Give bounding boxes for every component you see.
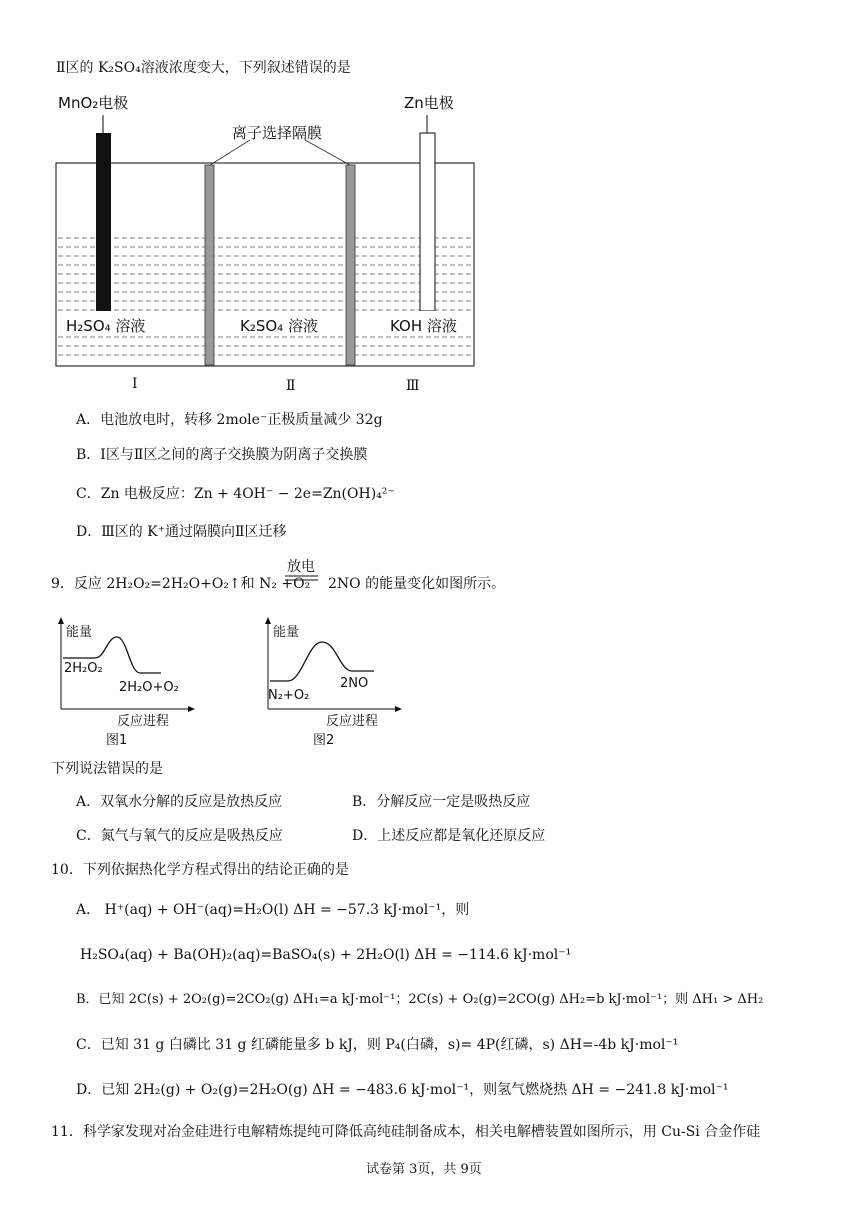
q9-arrow-label: 放电 [287, 559, 315, 575]
q8-intro: Ⅱ区的 K₂SO₄溶液浓度变大，下列叙述错误的是 [56, 60, 351, 76]
q10-option-c: C．已知 31 g 白磷比 31 g 红磷能量多 b kJ，则 P₄(白磷，s)= 4P(红磷，s) ΔH=-4b kJ·mol⁻¹ [76, 1037, 679, 1053]
mno2-electrode [96, 133, 111, 311]
q9-option-d: D．上述反应都是氧化还原反应 [352, 828, 546, 844]
q8-option-d: D．Ⅲ区的 K⁺通过隔膜向Ⅱ区迁移 [76, 524, 287, 540]
q9-stem-b: 2NO 的能量变化如图所示。 [328, 576, 506, 592]
fig2-ylabel: 能量 [273, 625, 300, 640]
q9-option-a: A．双氧水分解的反应是放热反应 [76, 794, 283, 810]
q9-option-b: B．分解反应一定是吸热反应 [352, 794, 531, 810]
fig1-caption: 图1 [106, 733, 128, 748]
q10-option-b: B．已知 2C(s) + 2O₂(g)=2CO₂(g) ΔH₁=a kJ·mol⁻¹；2C(s) + O₂(g)=2CO(g) ΔH₂=b kJ·mol⁻¹；则 ΔH₁ > ΔH₂ [76, 992, 764, 1007]
fig1-xlabel: 反应进程 [117, 714, 170, 729]
q10-stem: 10．下列依据热化学方程式得出的结论正确的是 [51, 862, 349, 878]
fig1-product: 2H₂O+O₂ [119, 680, 179, 695]
q9-equals-arrow [284, 574, 320, 584]
mno2-electrode-label: MnO₂电极 [58, 94, 129, 112]
solution-label-2: K₂SO₄ 溶液 [240, 317, 318, 335]
q11-stem: 11．科学家发现对冶金硅进行电解精炼提纯可降低高纯硅制备成本，相关电解槽装置如图所示，用 Cu-Si 合金作硅 [51, 1124, 761, 1140]
zn-electrode-label: Zn电极 [404, 94, 454, 112]
fig2-xlabel: 反应进程 [326, 714, 379, 729]
fig2-reactant: N₂+O₂ [268, 688, 310, 703]
q9-stem-a: 9．反应 2H₂O₂=2H₂O+O₂↑和 N₂ +O₂ [51, 576, 311, 592]
page-footer: 试卷第 3页，共 9页 [366, 1162, 482, 1177]
fig1-x-arrow [188, 706, 195, 712]
q8-option-a: A．电池放电时，转移 2mole⁻正极质量减少 32g [76, 412, 383, 428]
solution-label-3: KOH 溶液 [390, 317, 457, 335]
membrane-label: 离子选择隔膜 [232, 124, 323, 142]
fig1-reactant: 2H₂O₂ [64, 661, 103, 676]
zn-electrode [420, 133, 435, 311]
fig2-x-arrow [395, 706, 402, 712]
region-label-1: Ⅰ [132, 376, 138, 392]
fig2-product: 2NO [340, 676, 369, 691]
q9-prompt: 下列说法错误的是 [51, 761, 163, 777]
q10-option-d: D．已知 2H₂(g) + O₂(g)=2H₂O(g) ΔH = −483.6 kJ·mol⁻¹，则氢气燃烧热 ΔH = −241.8 kJ·mol⁻¹ [76, 1082, 729, 1098]
q8-option-c: C．Zn 电极反应：Zn + 4OH⁻ − 2e=Zn(OH)₄²⁻ [76, 486, 395, 502]
fig2-caption: 图2 [313, 733, 335, 748]
q10-option-a-line1: A． H⁺(aq) + OH⁻(aq)=H₂O(l) ΔH = −57.3 kJ·mol⁻¹，则 [76, 902, 470, 918]
fig1-ylabel: 能量 [66, 625, 93, 640]
fig2-y-arrow [265, 617, 271, 624]
membrane-right [346, 165, 355, 365]
fig1-y-arrow [58, 617, 64, 624]
region-label-3: Ⅲ [406, 378, 420, 394]
q8-option-b: B．Ⅰ区与Ⅱ区之间的离子交换膜为阴离子交换膜 [76, 447, 368, 463]
q10-option-a-line2: H₂SO₄(aq) + Ba(OH)₂(aq)=BaSO₄(s) + 2H₂O(l) ΔH = −114.6 kJ·mol⁻¹ [80, 947, 572, 963]
region-label-2: Ⅱ [286, 378, 296, 394]
membrane-left [205, 165, 214, 365]
solution-label-1: H₂SO₄ 溶液 [66, 317, 146, 335]
q9-option-c: C．氮气与氧气的反应是吸热反应 [76, 828, 283, 844]
